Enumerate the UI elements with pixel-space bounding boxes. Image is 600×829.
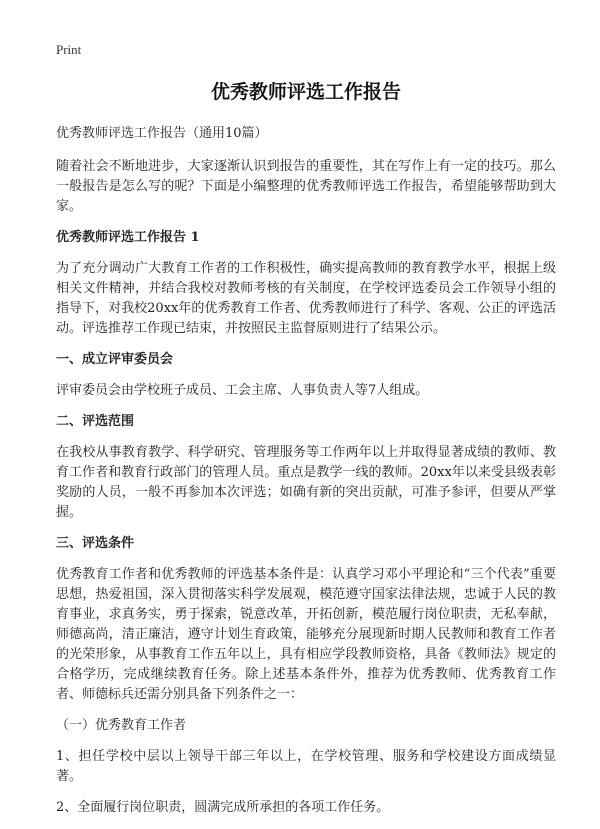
page-title: 优秀教师评选工作报告 — [210, 81, 401, 103]
section2-paragraph: 在我校从事教育教学、科学研究、管理服务等工作两年以上并取得显著成绩的教师、教育工作者和教育行政部门的管理人员。重点是教学一线的教师。20xx年以来受县级表彰奖励的人员，一般不再参加本次评选；如确有新的突出贡献，可准予参评，但要从严掌握。 — [56, 445, 556, 520]
section1-heading: 一、成立评审委员会 — [56, 352, 174, 367]
report-paragraph: 为了充分调动广大教育工作者的工作积极性，确实提高教师的教育教学水平，根据上级相关文件精神，并结合我校对教师考核的有关制度，在学校评选委员会工作领导小组的指导下，对我校20xx年的优秀教育工作者、优秀教师进行了科学、客观、公正的评选活动。评选推荐工作现已结束，并按照民主监督原则进行了结果公示。 — [56, 261, 556, 336]
list-item: 1、担任学校中层以上领导干部三年以上，在学校管理、服务和学校建设方面成绩显著。 — [56, 749, 556, 784]
print-link[interactable]: Print — [56, 42, 82, 57]
section1-paragraph: 评审委员会由学校班子成员、工会主席、人事负责人等7人组成。 — [56, 383, 429, 398]
list-item: 2、全面履行岗位职责，圆满完成所承担的各项工作任务。 — [56, 800, 390, 815]
section2-heading: 二、评选范围 — [56, 414, 135, 429]
section3-paragraph: 优秀教育工作者和优秀教师的评选基本条件是：认真学习邓小平理论和“三个代表”重要思想，热爱祖国，深入贯彻落实科学发展观，模范遵守国家法律法规，忠诚于人民的教育事业，求真务实，勇于探索，锐意改革，开拓创新，模范履行岗位职责，无私奉献，师德高尚，清正廉洁，遵守计划生育政策，能够充分展现新时期人民教师和教育工作者的光荣形象，从事教育工作五年以上，具有相应学段教师资格，具备《教师法》规定的合格学历，完成继续教育任务。除上述基本条件外，推荐为优秀教师、优秀教育工作者、师德标兵还需分别具备下列条件之一： — [56, 567, 556, 702]
document-subtitle: 优秀教师评选工作报告（通用10篇） — [56, 126, 268, 141]
section3-heading: 三、评选条件 — [56, 536, 135, 551]
report-heading: 优秀教师评选工作报告 1 — [56, 230, 200, 245]
document-body — [56, 78, 556, 829]
subsection1-heading: （一）优秀教育工作者 — [56, 718, 187, 733]
intro-paragraph: 随着社会不断地进步，大家逐渐认识到报告的重要性，其在写作上有一定的技巧。那么一般报告是怎么写的呢？下面是小编整理的优秀教师评选工作报告，希望能够帮助到大家。 — [56, 159, 556, 214]
